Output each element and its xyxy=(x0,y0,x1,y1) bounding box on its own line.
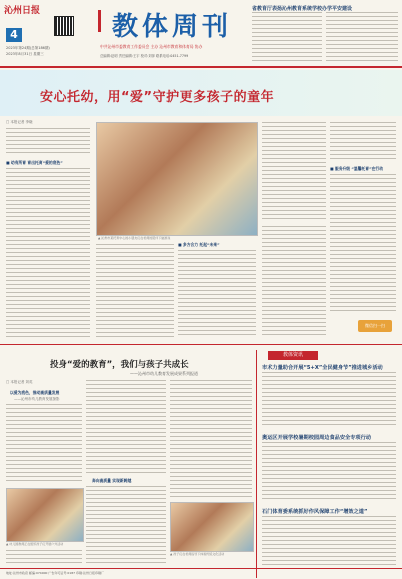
news-item-2-body xyxy=(262,442,396,502)
top-story-column-1 xyxy=(252,12,322,62)
lead-right-subhead: ■ 服务升级 “温馨托育”在行动 xyxy=(330,166,383,171)
news-sidebar-tag: 教体资讯 xyxy=(268,351,318,360)
qr-code-icon xyxy=(54,16,74,36)
date-line: 2023年8月31日 星期三 xyxy=(6,52,44,56)
lead-headline: 安心托幼，用“爱”守护更多孩子的童年 xyxy=(40,90,275,105)
masthead: 教体周刊 xyxy=(112,12,233,42)
second-subheadline: ——沁州市幼儿教育发展成果系列报道 xyxy=(130,371,198,376)
wechat-badge: 微信扫一扫 xyxy=(358,320,392,332)
second-headline: 投身“爱的教育”，我们与孩子共成长 xyxy=(50,360,189,370)
lead-photo xyxy=(96,122,258,236)
masthead-meta: 总编辑:赵明 责任编辑:王宇 校对:刘萍 联系电话:0451-7799 xyxy=(100,54,189,58)
second-section-subtitle: ——沁州市幼儿教育发展掠影 xyxy=(14,397,60,401)
lead-column-1 xyxy=(6,168,90,338)
page-header xyxy=(0,0,402,68)
page-footer: 地址:沁州市政府 邮编:074000 广告许可证号:0187 印刷:沁州日报印刷厂 xyxy=(0,568,402,579)
second-column-1b xyxy=(6,550,82,566)
lead-column-3 xyxy=(178,250,256,338)
lead-column-6 xyxy=(330,174,396,314)
top-story-column-2 xyxy=(326,12,398,62)
lead-intro xyxy=(6,128,90,156)
lead-byline: □ 本报记者 李晓 xyxy=(6,120,33,124)
second-mid-subhead: 奔向高质量 实现新跨越 xyxy=(92,478,132,483)
news-item-3-title: 石门体育委系统抓好作风保障工作“增效之道” xyxy=(262,509,368,515)
lead-column-4 xyxy=(262,122,326,222)
top-story-headline: 省教育厅表扬沁州教育系统学校办学平安建设 xyxy=(252,6,353,12)
second-photo-2 xyxy=(170,502,254,552)
lead-column-7 xyxy=(262,226,326,338)
news-item-1-title: 市术力量助合开展“5+X”全民健身节”推进城乡活动 xyxy=(262,365,383,371)
second-column-1 xyxy=(6,404,82,484)
news-item-1-body xyxy=(262,372,396,428)
masthead-sponsor: 中共沁州市委教育工作委员会 主办 沁州市教育和体育局 协办 xyxy=(100,44,203,49)
second-byline: □ 本报记者 刘英 xyxy=(6,380,33,384)
lead-subhead-1: ■ 幼有所育 育出托育“爱的底色” xyxy=(6,160,63,165)
second-photo-2-caption: ▲ 孩子们在老师指导下体验传统文化活动 xyxy=(170,552,225,556)
lead-subhead-2: ■ 多方合力 托起“未来” xyxy=(178,242,220,247)
paper-logo: 沁州日报 xyxy=(4,6,41,16)
second-column-3 xyxy=(86,486,166,566)
second-column-2 xyxy=(86,380,166,474)
second-photo-1-caption: ▲ 幼儿园教师正在组织孩子们开展户外活动 xyxy=(6,542,64,546)
issue-line: 2023年第24期(总第186期) xyxy=(6,46,50,50)
page-number: 4 xyxy=(6,28,22,42)
second-column-4 xyxy=(170,380,252,498)
second-photo-1 xyxy=(6,488,84,542)
news-item-3-body xyxy=(262,516,396,566)
lead-column-2 xyxy=(96,244,174,338)
section-divider xyxy=(0,344,402,345)
lead-column-5 xyxy=(330,122,396,162)
news-item-2-title: 奥运区开展学校暑期校园周边食品安全专项行动 xyxy=(262,435,371,441)
second-section-title: 以爱为底色，推动高质量发展 xyxy=(10,390,60,395)
lead-photo-caption: ▲ 沁州市某托育中心的小朋友们在老师的陪伴下做游戏 xyxy=(98,236,171,240)
